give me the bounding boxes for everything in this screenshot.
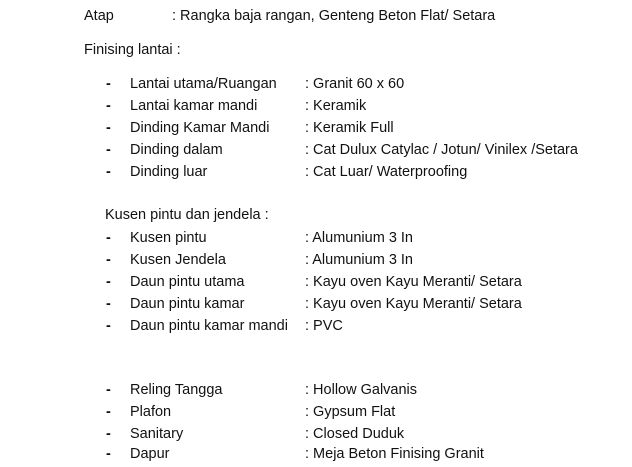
kusen-item-label: Daun pintu kamar mandi xyxy=(130,318,288,334)
lainnya-item-value: : Meja Beton Finising Granit xyxy=(305,446,484,462)
atap-value: : Rangka baja rangan, Genteng Beton Flat/ Setara xyxy=(172,8,496,24)
lainnya-item-label: Sanitary xyxy=(130,426,184,442)
finishing-item-label: Lantai kamar mandi xyxy=(130,98,258,114)
bullet: - xyxy=(106,230,111,246)
lainnya-item-value: : Gypsum Flat xyxy=(305,404,396,420)
finishing-heading: Finisіng lantai : xyxy=(84,42,181,58)
bullet: - xyxy=(106,98,111,114)
bullet: - xyxy=(106,164,111,180)
bullet: - xyxy=(106,318,111,334)
kusen-item-label: Daun pintu utama xyxy=(130,274,245,290)
kusen-heading: Kusen pintu dan jendela : xyxy=(105,207,269,223)
lainnya-item-label: Plafon xyxy=(130,404,172,420)
bullet: - xyxy=(106,426,111,442)
lainnya-item-value: : Hollow Galvanis xyxy=(305,382,418,398)
lainnya-item-label: Dapur xyxy=(130,446,170,462)
lainnya-item-label: Reling Tangga xyxy=(130,382,223,398)
bullet: - xyxy=(106,404,111,420)
bullet: - xyxy=(106,142,111,158)
bullet: - xyxy=(106,382,111,398)
kusen-item-value: : Alumunium 3 In xyxy=(305,230,413,246)
kusen-item-label: Kusen pintu xyxy=(130,230,207,246)
finishing-item-value: : Cat Dulux Catylac / Jotun/ Vinilex /Setara xyxy=(305,142,578,158)
kusen-item-label: Kusen Jendela xyxy=(130,252,226,268)
bullet: - xyxy=(106,76,111,92)
bullet: - xyxy=(106,120,111,136)
lainnya-item-value: : Closed Duduk xyxy=(305,426,405,442)
finishing-item-label: Dinding Kamar Mandi xyxy=(130,120,270,136)
kusen-item-value: : Alumunium 3 In xyxy=(305,252,413,268)
kusen-item-value: : Kayu oven Kayu Meranti/ Setara xyxy=(305,296,522,312)
atap-label: Atap xyxy=(84,8,114,24)
kusen-item-value: : PVC xyxy=(305,318,343,334)
finishing-item-value: : Granit 60 x 60 xyxy=(305,76,405,92)
bullet: - xyxy=(106,274,111,290)
finishing-item-label: Dinding dalam xyxy=(130,142,223,158)
finishing-item-value: : Cat Luar/ Waterproofing xyxy=(305,164,468,180)
kusen-item-value: : Kayu oven Kayu Meranti/ Setara xyxy=(305,274,522,290)
finishing-item-label: Lantai utama/Ruangan xyxy=(130,76,277,92)
finishing-item-value: : Keramik xyxy=(305,98,367,114)
bullet: - xyxy=(106,446,111,462)
bullet: - xyxy=(106,252,111,268)
kusen-item-label: Daun pintu kamar xyxy=(130,296,245,312)
finishing-item-value: : Keramik Full xyxy=(305,120,394,136)
finishing-item-label: Dinding luar xyxy=(130,164,208,180)
bullet: - xyxy=(106,296,111,312)
